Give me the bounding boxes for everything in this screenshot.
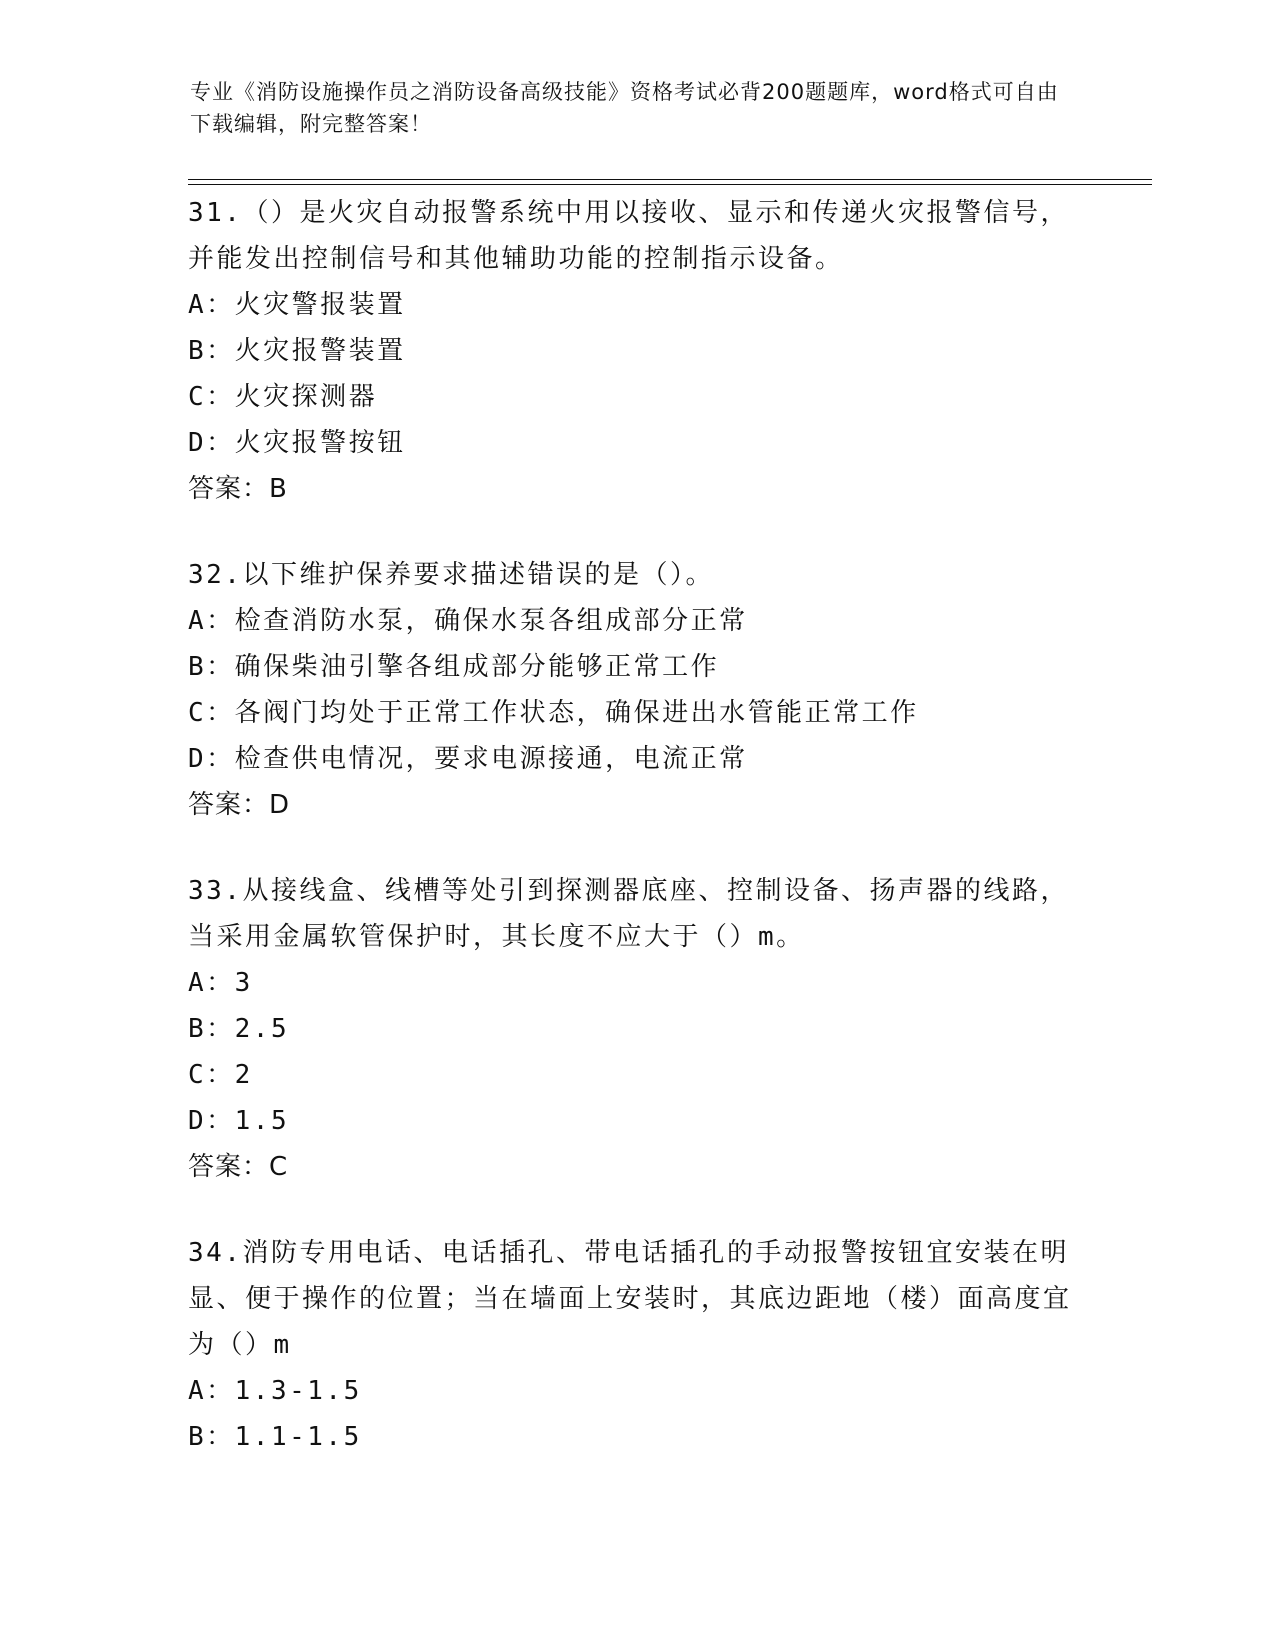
question-34 — [188, 1230, 1088, 1460]
answer-line: 答案：D — [188, 790, 291, 820]
option-b: B：1.1-1.5 — [188, 1422, 362, 1452]
question-stem: 34.消防专用电话、电话插孔、带电话插孔的手动报警按钮宜安装在明显、便于操作的位置；当在墙面上安装时，其底边距地（楼）面高度宜为（）m — [188, 1238, 1072, 1360]
question-stem: 33.从接线盒、线槽等处引到探测器底座、控制设备、扬声器的线路，当采用金属软管保护时，其长度不应大于（）m。 — [188, 876, 1069, 952]
question-32 — [188, 552, 1088, 828]
document-intro: 专业《消防设施操作员之消防设备高级技能》资格考试必背200题题库，word格式可自由下载编辑，附完整答案！ — [190, 80, 1059, 136]
option-d: D：1.5 — [188, 1106, 290, 1136]
question-list — [188, 190, 1088, 1500]
option-b: B：2.5 — [188, 1014, 290, 1044]
option-a: A：3 — [188, 968, 253, 998]
question-stem: 31.（）是火灾自动报警系统中用以接收、显示和传递火灾报警信号，并能发出控制信号和其他辅助功能的控制指示设备。 — [188, 198, 1069, 274]
header-divider-top — [188, 179, 1152, 180]
option-a: A：火灾警报装置 — [188, 290, 406, 320]
option-c: C：2 — [188, 1060, 253, 1090]
option-b: B：确保柴油引擎各组成部分能够正常工作 — [188, 652, 720, 682]
question-stem: 32.以下维护保养要求描述错误的是（）。 — [188, 560, 714, 590]
option-d: D：检查供电情况，要求电源接通，电流正常 — [188, 744, 748, 774]
option-a: A：检查消防水泵，确保水泵各组成部分正常 — [188, 606, 748, 636]
option-a: A：1.3-1.5 — [188, 1376, 362, 1406]
answer-line: 答案：C — [188, 1152, 289, 1182]
question-31 — [188, 190, 1088, 512]
header-divider-bottom — [188, 184, 1152, 185]
option-c: C：各阀门均处于正常工作状态，确保进出水管能正常工作 — [188, 698, 919, 728]
option-b: B：火灾报警装置 — [188, 336, 406, 366]
question-33 — [188, 868, 1088, 1190]
option-c: C：火灾探测器 — [188, 382, 378, 412]
answer-line: 答案：B — [188, 474, 288, 504]
option-d: D：火灾报警按钮 — [188, 428, 406, 458]
